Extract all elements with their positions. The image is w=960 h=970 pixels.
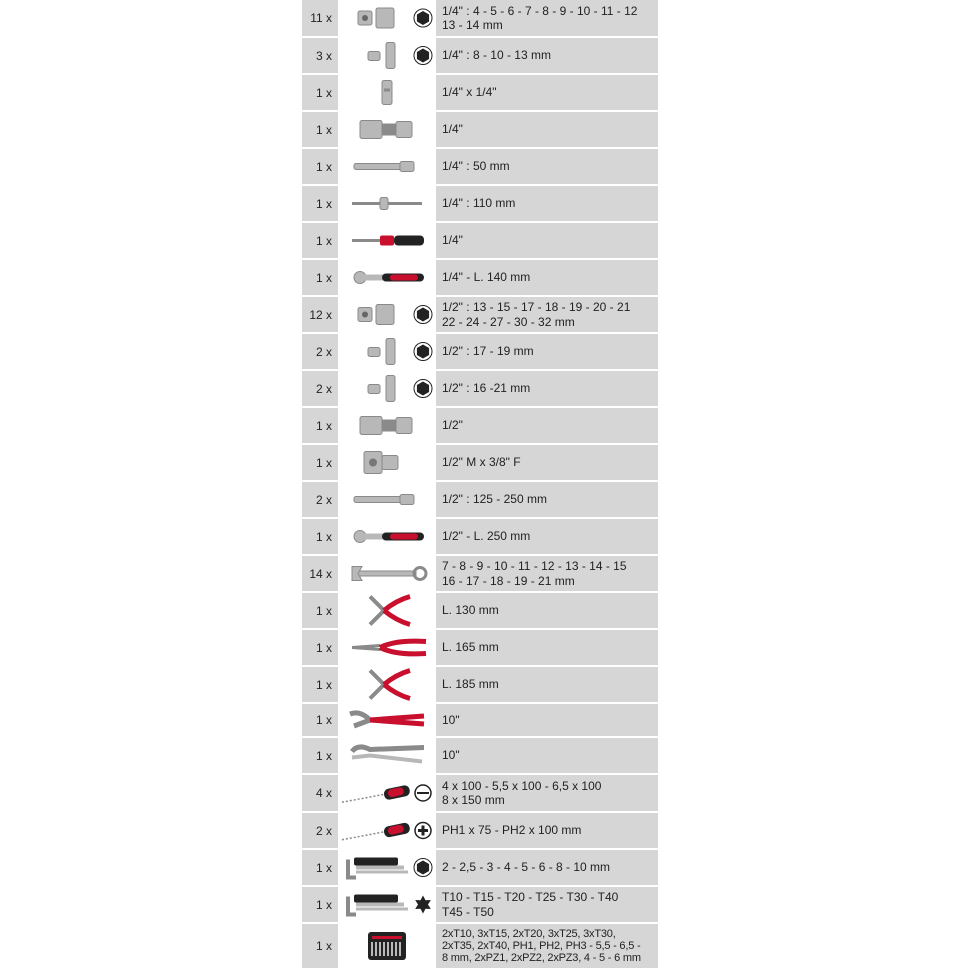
table-row (302, 260, 658, 297)
quantity-cell: 2 x (302, 482, 338, 517)
adapter-icon (340, 75, 434, 110)
quantity-cell: 1 x (302, 630, 338, 665)
description-cell: 1/4" : 50 mm (436, 149, 658, 184)
quantity-cell: 1 x (302, 260, 338, 295)
description-cell: 10" (436, 738, 658, 773)
universal-joint-icon (340, 408, 434, 443)
deep-socket-icon (340, 334, 434, 369)
description-cell: 1/2" : 125 - 250 mm (436, 482, 658, 517)
table-row (302, 738, 658, 775)
quantity-cell: 1 x (302, 887, 338, 922)
quantity-cell: 1 x (302, 112, 338, 147)
quantity-cell: 1 x (302, 186, 338, 221)
description-cell: L. 130 mm (436, 593, 658, 628)
socket-set-icon (340, 0, 434, 36)
description-cell: 4 x 100 - 5,5 x 100 - 6,5 x 100 8 x 150 mm (436, 775, 658, 811)
table-row (302, 38, 658, 75)
description-cell: 10" (436, 704, 658, 736)
quantity-cell: 1 x (302, 223, 338, 258)
reducer-icon (340, 445, 434, 480)
table-row (302, 887, 658, 924)
quantity-cell: 4 x (302, 775, 338, 811)
spinner-handle-icon (340, 223, 434, 258)
quantity-cell: 12 x (302, 297, 338, 332)
table-row (302, 408, 658, 445)
table-row (302, 556, 658, 593)
quantity-cell: 1 x (302, 408, 338, 443)
ratchet-icon (340, 260, 434, 295)
table-row (302, 334, 658, 371)
description-cell: 1/2" : 13 - 15 - 17 - 18 - 19 - 20 - 21 22 - 24 - 27 - 30 - 32 mm (436, 297, 658, 332)
quantity-cell: 1 x (302, 704, 338, 736)
table-row (302, 186, 658, 223)
description-cell: 2xT10, 3xT15, 2xT20, 3xT25, 3xT30, 2xT35, 2xT40, PH1, PH2, PH3 - 5,5 - 6,5 - 8 mm, 2xPZ1, 2xPZ2, 2xPZ3, 4 - 5 - 6 mm (436, 924, 658, 968)
quantity-cell: 1 x (302, 519, 338, 554)
description-cell: 1/2" : 16 -21 mm (436, 371, 658, 406)
quantity-cell: 1 x (302, 850, 338, 885)
description-cell: L. 165 mm (436, 630, 658, 665)
deep-socket-icon (340, 371, 434, 406)
quantity-cell: 1 x (302, 149, 338, 184)
hex-profile-icon (414, 380, 432, 398)
hex-profile-icon (414, 9, 432, 27)
description-cell: 1/2" (436, 408, 658, 443)
universal-joint-icon (340, 112, 434, 147)
water-pump-pliers-icon (340, 704, 434, 736)
quantity-cell: 14 x (302, 556, 338, 591)
description-cell: 1/4" (436, 112, 658, 147)
description-cell: 1/4" - L. 140 mm (436, 260, 658, 295)
description-cell: 1/4" (436, 223, 658, 258)
table-row (302, 371, 658, 408)
tool-table (302, 0, 658, 970)
description-cell: 1/2" : 17 - 19 mm (436, 334, 658, 369)
table-row (302, 775, 658, 813)
combination-pliers-icon (340, 667, 434, 702)
table-row (302, 297, 658, 334)
table-row (302, 850, 658, 887)
extension-bar-icon (340, 482, 434, 517)
table-row (302, 667, 658, 704)
diagonal-cutter-icon (340, 593, 434, 628)
sliding-t-bar-icon (340, 186, 434, 221)
quantity-cell: 2 x (302, 371, 338, 406)
quantity-cell: 2 x (302, 334, 338, 369)
hex-profile-icon (414, 306, 432, 324)
quantity-cell: 1 x (302, 667, 338, 702)
quantity-cell: 1 x (302, 593, 338, 628)
description-cell: L. 185 mm (436, 667, 658, 702)
table-row (302, 112, 658, 149)
table-row (302, 593, 658, 630)
locking-pliers-icon (340, 738, 434, 773)
description-cell: PH1 x 75 - PH2 x 100 mm (436, 813, 658, 848)
combination-wrench-icon (340, 556, 434, 591)
description-cell: 1/2" - L. 250 mm (436, 519, 658, 554)
hex-profile-icon (414, 47, 432, 65)
quantity-cell: 1 x (302, 924, 338, 968)
description-cell: 1/4" : 110 mm (436, 186, 658, 221)
torx-key-set-icon (340, 887, 434, 922)
description-cell: 2 - 2,5 - 3 - 4 - 5 - 6 - 8 - 10 mm (436, 850, 658, 885)
table-row (302, 924, 658, 970)
phillips-screwdriver-icon (340, 813, 434, 848)
hex-profile-icon (414, 343, 432, 361)
table-row (302, 813, 658, 850)
table-row (302, 149, 658, 186)
star-profile-icon (415, 896, 431, 914)
quantity-cell: 2 x (302, 813, 338, 848)
description-cell: 1/4" : 8 - 10 - 13 mm (436, 38, 658, 73)
bit-box-icon (340, 924, 434, 968)
quantity-cell: 11 x (302, 0, 338, 36)
extension-bar-icon (340, 149, 434, 184)
table-row (302, 445, 658, 482)
long-nose-pliers-icon (340, 630, 434, 665)
description-cell: 1/2" M x 3/8" F (436, 445, 658, 480)
description-cell: 1/4" x 1/4" (436, 75, 658, 110)
quantity-cell: 3 x (302, 38, 338, 73)
ratchet-icon (340, 519, 434, 554)
quantity-cell: 1 x (302, 738, 338, 773)
hex-profile-icon (414, 859, 432, 877)
description-cell: T10 - T15 - T20 - T25 - T30 - T40 T45 - T50 (436, 887, 658, 922)
table-row (302, 482, 658, 519)
table-row (302, 630, 658, 667)
socket-set-icon (340, 297, 434, 332)
deep-socket-icon (340, 38, 434, 73)
table-row (302, 519, 658, 556)
slotted-screwdriver-icon (340, 775, 434, 811)
hex-key-set-icon (340, 850, 434, 885)
quantity-cell: 1 x (302, 75, 338, 110)
table-row (302, 223, 658, 260)
description-cell: 1/4" : 4 - 5 - 6 - 7 - 8 - 9 - 10 - 11 - 12 13 - 14 mm (436, 0, 658, 36)
table-row (302, 0, 658, 38)
table-row (302, 75, 658, 112)
quantity-cell: 1 x (302, 445, 338, 480)
slot-profile-icon (415, 785, 431, 801)
description-cell: 7 - 8 - 9 - 10 - 11 - 12 - 13 - 14 - 15 16 - 17 - 18 - 19 - 21 mm (436, 556, 658, 591)
cross-profile-icon (415, 823, 431, 839)
table-row (302, 704, 658, 738)
